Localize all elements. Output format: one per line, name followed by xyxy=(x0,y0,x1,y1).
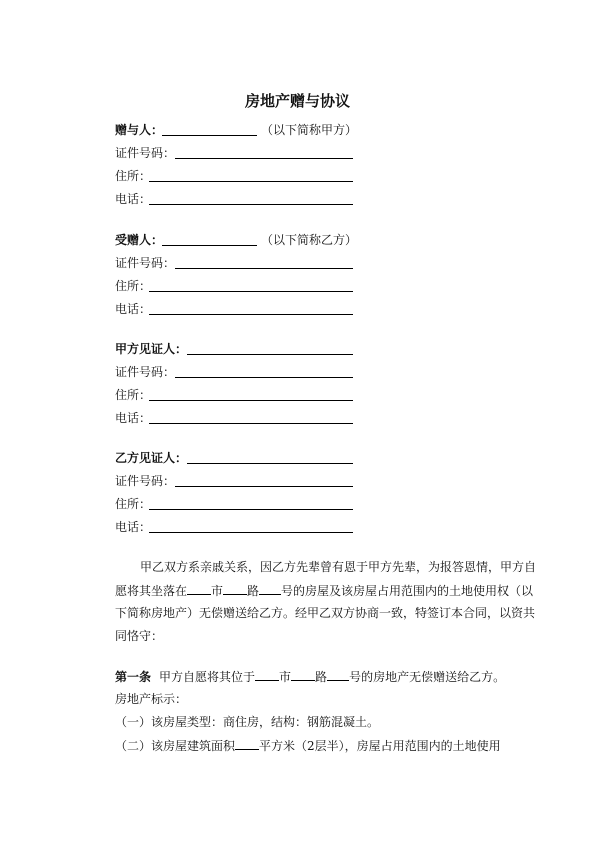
article-1-line-2: 房地产标示： xyxy=(115,692,188,706)
donor-phone-label: 电话： xyxy=(115,192,152,206)
intro-line-4: 同恪守： xyxy=(115,629,164,643)
witness-b-phone-row xyxy=(115,519,151,535)
witness-a-id-blank xyxy=(175,377,353,378)
witness-b-id-blank xyxy=(175,486,353,487)
article-1-heading: 第一条 xyxy=(115,670,152,684)
witness-b-name-blank xyxy=(187,463,353,464)
intro-line-3: 下简称房地产）无偿赠送给乙方。经甲乙双方协商一致，特签订本合同，以资共 xyxy=(115,606,536,620)
intro-line-1: 甲乙双方系亲戚关系，因乙方先辈曾有恩于甲方先辈，为报答恩情，甲方自 xyxy=(140,560,537,574)
intro-line-2 xyxy=(115,582,533,598)
intro-line-2-a: 愿将其坐落在 xyxy=(115,584,188,598)
witness-b-address-row xyxy=(115,496,151,512)
donor-phone-blank xyxy=(149,204,353,205)
donor-id-blank xyxy=(175,158,353,159)
article-1-line-1 xyxy=(115,668,505,684)
donee-id-label: 证件号码： xyxy=(115,256,176,270)
donee-address-blank xyxy=(149,291,353,292)
witness-b-row xyxy=(115,450,187,466)
donor-phone-row xyxy=(115,191,151,207)
donor-id-label: 证件号码： xyxy=(115,146,176,160)
donee-phone-row xyxy=(115,301,151,317)
article-1-line-4 xyxy=(115,737,501,753)
witness-b-phone-blank xyxy=(149,532,353,533)
donor-label: 赠与人： xyxy=(115,123,164,137)
witness-a-address-row xyxy=(115,387,151,403)
article-1-line-1-a: 甲方自愿将其位于 xyxy=(159,670,256,684)
donor-address-row xyxy=(115,168,151,184)
witness-a-address-blank xyxy=(149,400,353,401)
article-1-line-1-d: 号的房地产无偿赠送给乙方。 xyxy=(349,670,506,684)
road-blank xyxy=(223,582,247,595)
witness-a-id-row xyxy=(115,364,175,380)
donee-row xyxy=(115,232,358,248)
number-blank xyxy=(259,582,281,595)
witness-b-id-row xyxy=(115,473,175,489)
document-title: 房地产赠与协议 xyxy=(244,92,350,110)
article-number-blank xyxy=(327,668,349,681)
donor-row xyxy=(115,122,358,138)
article-1-line-1-b: 市 xyxy=(279,670,292,684)
article-city-blank xyxy=(255,668,279,681)
witness-b-address-blank xyxy=(149,509,353,510)
donee-name-blank xyxy=(162,245,257,246)
donee-id-blank xyxy=(175,268,353,269)
donor-name-blank xyxy=(162,135,257,136)
witness-b-id-label: 证件号码： xyxy=(115,474,176,488)
donee-address-label: 住所： xyxy=(115,279,152,293)
witness-a-phone-label: 电话： xyxy=(115,411,152,425)
area-blank xyxy=(235,737,259,750)
intro-line-2-d: 号的房屋及该房屋占用范围内的土地使用权（以 xyxy=(281,584,534,598)
donor-address-blank xyxy=(149,181,353,182)
witness-a-row xyxy=(115,341,187,357)
witness-a-address-label: 住所： xyxy=(115,388,152,402)
city-blank xyxy=(187,582,211,595)
article-1-line-1-c: 路 xyxy=(315,670,328,684)
intro-line-2-b: 市 xyxy=(211,584,224,598)
article-1-line-3: （一）该房屋类型：商住房，结构：钢筋混凝土。 xyxy=(115,715,380,729)
donor-address-label: 住所： xyxy=(115,169,152,183)
witness-a-phone-blank xyxy=(149,423,353,424)
witness-b-label: 乙方见证人： xyxy=(115,451,188,465)
donee-note: （以下简称乙方） xyxy=(261,233,358,247)
witness-b-address-label: 住所： xyxy=(115,497,152,511)
donor-note: （以下简称甲方） xyxy=(261,123,358,137)
article-1-line-4-b: 平方米（2层半），房屋占用范围内的土地使用 xyxy=(259,739,501,753)
witness-a-name-blank xyxy=(187,354,353,355)
article-road-blank xyxy=(291,668,315,681)
article-1-line-4-a: （二）该房屋建筑面积 xyxy=(115,739,236,753)
witness-b-phone-label: 电话： xyxy=(115,520,152,534)
witness-a-phone-row xyxy=(115,410,151,426)
donor-id-row xyxy=(115,145,175,161)
witness-a-id-label: 证件号码： xyxy=(115,365,176,379)
donee-address-row xyxy=(115,278,151,294)
donee-phone-label: 电话： xyxy=(115,302,152,316)
intro-line-2-c: 路 xyxy=(247,584,260,598)
witness-a-label: 甲方见证人： xyxy=(115,342,188,356)
donee-label: 受赠人： xyxy=(115,233,164,247)
donee-id-row xyxy=(115,255,175,271)
donee-phone-blank xyxy=(149,314,353,315)
